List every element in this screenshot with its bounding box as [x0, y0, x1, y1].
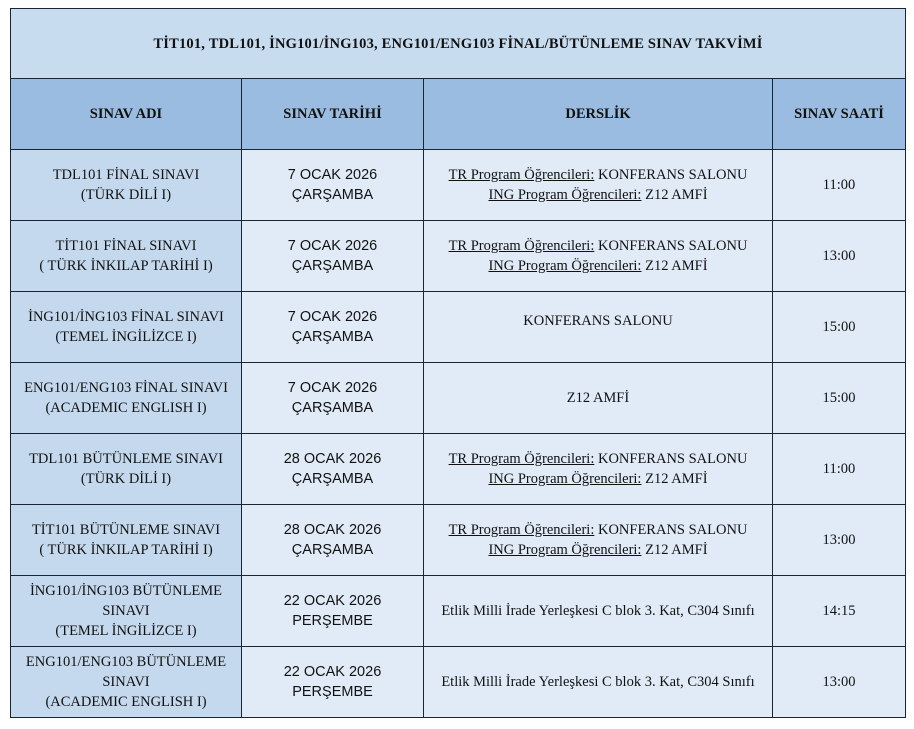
classroom-cell [424, 576, 773, 647]
classroom: Z12 AMFİ [566, 390, 630, 406]
exam-date: 22 OCAK 2026 [283, 664, 382, 680]
classroom-cell [424, 434, 773, 505]
exam-name-cell [11, 434, 242, 505]
exam-name-cont: SINAVI [102, 674, 150, 690]
exam-name-cont: SINAVI [102, 603, 150, 619]
exam-name-cell [11, 647, 242, 718]
tr-program-label: TR Program Öğrencileri: [448, 167, 595, 183]
exam-day: PERŞEMBE [292, 684, 373, 700]
tr-room: KONFERANS SALONU [597, 522, 748, 538]
exam-name: TİT101 FİNAL SINAVI [55, 238, 197, 254]
exam-time: 15:00 [773, 363, 906, 434]
ing-program-label: ING Program Öğrencileri: [488, 258, 642, 274]
table-row [11, 363, 906, 434]
exam-time: 14:15 [773, 576, 906, 647]
exam-name: İNG101/İNG103 FİNAL SINAVI [28, 309, 224, 325]
exam-name-cell [11, 505, 242, 576]
table-row [11, 292, 906, 363]
exam-day: PERŞEMBE [292, 613, 373, 629]
exam-date: 28 OCAK 2026 [283, 451, 382, 467]
ing-program-label: ING Program Öğrencileri: [488, 471, 642, 487]
table-row [11, 150, 906, 221]
exam-day: ÇARŞAMBA [291, 400, 374, 416]
exam-name: ENG101/ENG103 FİNAL SINAVI [24, 380, 228, 396]
header-row [11, 79, 906, 150]
table-row [11, 434, 906, 505]
tr-room: KONFERANS SALONU [597, 451, 748, 467]
exam-course: ( TÜRK İNKILAP TARİHİ I) [39, 542, 213, 558]
exam-name-cell [11, 363, 242, 434]
table-row [11, 505, 906, 576]
table-row [11, 576, 906, 647]
exam-time: 11:00 [773, 150, 906, 221]
ing-room: Z12 AMFİ [645, 187, 708, 203]
exam-course: (TEMEL İNGİLİZCE I) [55, 623, 197, 639]
exam-day: ÇARŞAMBA [291, 258, 374, 274]
exam-day: ÇARŞAMBA [291, 542, 374, 558]
exam-time: 11:00 [773, 434, 906, 505]
table-row [11, 221, 906, 292]
ing-room: Z12 AMFİ [645, 542, 708, 558]
tr-program-label: TR Program Öğrencileri: [448, 522, 595, 538]
ing-program-label: ING Program Öğrencileri: [488, 187, 642, 203]
exam-time: 13:00 [773, 647, 906, 718]
exam-date: 7 OCAK 2026 [287, 238, 378, 254]
tr-program-label: TR Program Öğrencileri: [448, 238, 595, 254]
exam-course: (ACADEMIC ENGLISH I) [45, 400, 207, 416]
exam-date-cell [242, 647, 424, 718]
exam-course: ( TÜRK İNKILAP TARİHİ I) [39, 258, 213, 274]
exam-date: 22 OCAK 2026 [283, 593, 382, 609]
classroom: Etlik Milli İrade Yerleşkesi C blok 3. Kat, C304 Sınıfı [441, 674, 755, 690]
exam-date-cell [242, 363, 424, 434]
header-exam-time: SINAV SAATİ [773, 79, 906, 150]
ing-room: Z12 AMFİ [645, 258, 708, 274]
exam-day: ÇARŞAMBA [291, 329, 374, 345]
tr-program-label: TR Program Öğrencileri: [448, 451, 595, 467]
exam-name: TİT101 BÜTÜNLEME SINAVI [31, 522, 221, 538]
exam-date-cell [242, 505, 424, 576]
exam-name-cell [11, 576, 242, 647]
exam-day: ÇARŞAMBA [291, 471, 374, 487]
exam-course: (TÜRK DİLİ I) [80, 187, 172, 203]
ing-program-label: ING Program Öğrencileri: [488, 542, 642, 558]
exam-date-cell [242, 292, 424, 363]
exam-name: İNG101/İNG103 BÜTÜNLEME [29, 583, 223, 599]
exam-name: ENG101/ENG103 BÜTÜNLEME [25, 654, 227, 670]
exam-name-cell [11, 150, 242, 221]
exam-name-cell [11, 221, 242, 292]
page-title: TİT101, TDL101, İNG101/İNG103, ENG101/ENG103 FİNAL/BÜTÜNLEME SINAV TAKVİMİ [11, 9, 906, 79]
exam-date-cell [242, 576, 424, 647]
exam-name: TDL101 FİNAL SINAVI [52, 167, 200, 183]
exam-date-cell [242, 150, 424, 221]
exam-course: (ACADEMIC ENGLISH I) [45, 694, 207, 710]
exam-course: (TÜRK DİLİ I) [80, 471, 172, 487]
exam-course: (TEMEL İNGİLİZCE I) [55, 329, 197, 345]
header-exam-name: SINAV ADI [11, 79, 242, 150]
classroom-cell [424, 505, 773, 576]
ing-room: Z12 AMFİ [645, 471, 708, 487]
classroom-cell [424, 150, 773, 221]
title-row [11, 9, 906, 79]
header-exam-date: SINAV TARİHİ [242, 79, 424, 150]
classroom: KONFERANS SALONU [523, 313, 673, 329]
table-row [11, 647, 906, 718]
exam-time: 13:00 [773, 221, 906, 292]
exam-schedule-table [10, 8, 906, 718]
exam-date: 7 OCAK 2026 [287, 309, 378, 325]
exam-name: TDL101 BÜTÜNLEME SINAVI [29, 451, 223, 467]
tr-room: KONFERANS SALONU [597, 167, 748, 183]
classroom-cell [424, 221, 773, 292]
classroom-cell [424, 647, 773, 718]
exam-date-cell [242, 434, 424, 505]
classroom-cell [424, 363, 773, 434]
exam-date: 7 OCAK 2026 [287, 167, 378, 183]
exam-name-cell [11, 292, 242, 363]
exam-day: ÇARŞAMBA [291, 187, 374, 203]
classroom: Etlik Milli İrade Yerleşkesi C blok 3. Kat, C304 Sınıfı [441, 603, 755, 619]
exam-date: 28 OCAK 2026 [283, 522, 382, 538]
header-classroom: DERSLİK [424, 79, 773, 150]
exam-time: 13:00 [773, 505, 906, 576]
exam-date: 7 OCAK 2026 [287, 380, 378, 396]
exam-time: 15:00 [773, 292, 906, 363]
exam-date-cell [242, 221, 424, 292]
tr-room: KONFERANS SALONU [597, 238, 748, 254]
classroom-cell [424, 292, 773, 363]
